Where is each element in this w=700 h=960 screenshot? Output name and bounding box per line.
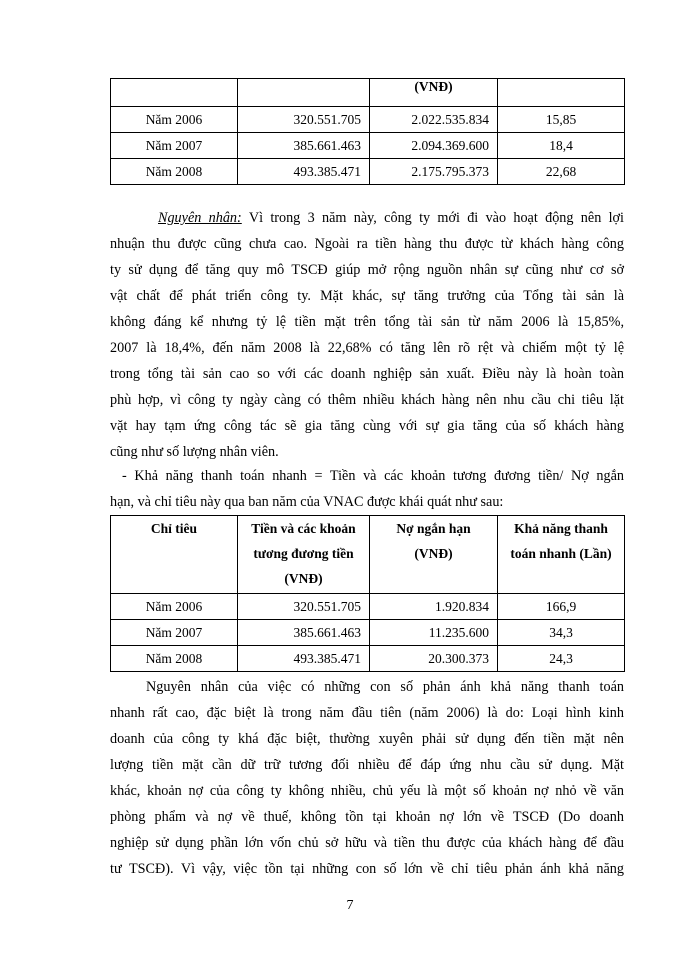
paragraph-line: Nguyên nhân của việc có những con số phản ánh khả năng thanh toán: [146, 679, 624, 695]
table-row: [111, 646, 625, 672]
paragraph-line: - Khả năng thanh toán nhanh = Tiền và các khoản tương đương tiền/ Nợ ngắn: [122, 468, 624, 484]
paragraph-quick-ratio-formula: [110, 463, 624, 515]
paragraph-line: 2007 là 18,4%, đến năm 2008 là 22,68% có tăng lên rõ rệt và chiếm một tỷ lệ: [110, 340, 624, 356]
cash-value: 320.551.705: [238, 107, 370, 133]
paragraph-line: khác, khoản nợ của công ty không nhiều, chủ yếu là một số khoản nợ nhỏ về văn: [110, 783, 624, 799]
paragraph-line: hạn, và chỉ tiêu này qua ban năm của VNAC được khái quát như sau:: [110, 494, 504, 510]
cash-to-assets-table: [110, 78, 625, 185]
page-number: 7: [346, 898, 354, 913]
paragraph-line: lượng tiền mặt cần dữ trữ tương đối nhiều để đáp ứng nhu cầu sử dụng. Mặt: [110, 757, 624, 773]
paragraph-line: Nguyên nhân: Vì trong 3 năm này, công ty mới đi vào hoạt động nên lợi: [158, 210, 624, 226]
cash-value: 493.385.471: [238, 159, 370, 185]
quick-ratio-value: 24,3: [498, 646, 625, 672]
paragraph-line: vật chất để phát triển công ty. Mặt khác, sự tăng trưởng của Tổng tài sản là: [110, 288, 624, 304]
table-row: [111, 133, 625, 159]
cash-value: 385.661.463: [238, 620, 370, 646]
table-row: [111, 594, 625, 620]
header-quick-ratio: Khả năng thanh toán nhanh (Lần): [498, 516, 625, 594]
paragraph-line: ty sử dụng để tăng quy mô TSCĐ giúp mở rộng nguồn nhân sự cũng như cơ sở: [110, 262, 624, 278]
row-label: Năm 2006: [111, 594, 238, 620]
paragraph-line: cũng như số lượng nhân viên.: [110, 444, 279, 460]
table-row: [111, 159, 625, 185]
header-indicator: Chỉ tiêu: [111, 516, 238, 594]
ratio-value: 18,4: [498, 133, 625, 159]
paragraph-line: doanh của công ty khá đặc biệt, thường xuyên phải sử dụng đến tiền mặt nên: [110, 731, 624, 747]
quick-ratio-table: [110, 515, 625, 672]
total-assets-value: 2.175.795.373: [370, 159, 498, 185]
paragraph-line: trong tổng tài sản cao so với các doanh nghiệp sản xuất. Điều này là hoàn toàn: [110, 366, 624, 382]
quick-ratio-value: 34,3: [498, 620, 625, 646]
cause-heading: Nguyên nhân:: [158, 210, 242, 226]
quick-ratio-value: 166,9: [498, 594, 625, 620]
header-cash: Tiền và các khoản tương đương tiền (VNĐ): [238, 516, 370, 594]
paragraph-line: nhanh rất cao, đặc biệt là trong năm đầu tiên (năm 2006) là do: Loại hình kinh: [110, 705, 624, 721]
paragraph-cause-cash-ratio: [110, 205, 624, 465]
row-label: Năm 2007: [111, 133, 238, 159]
total-assets-value: 2.022.535.834: [370, 107, 498, 133]
table-row: [111, 620, 625, 646]
ratio-value: 15,85: [498, 107, 625, 133]
table-row: [111, 107, 625, 133]
row-label: Năm 2008: [111, 646, 238, 672]
row-label: Năm 2006: [111, 107, 238, 133]
debt-value: 1.920.834: [370, 594, 498, 620]
table-row: [111, 79, 625, 107]
paragraph-line: không đáng kể nhưng tỷ lệ tiền mặt trên tổng tài sản từ năm 2006 là 15,85%,: [110, 314, 624, 330]
debt-value: 11.235.600: [370, 620, 498, 646]
cash-value: 385.661.463: [238, 133, 370, 159]
row-label: Năm 2007: [111, 620, 238, 646]
debt-value: 20.300.373: [370, 646, 498, 672]
paragraph-line: phù hợp, vì công ty ngày càng có thêm nhiều khách hàng nên nhu cầu chi tiêu lặt: [110, 392, 624, 408]
paragraph-line: vặt hay tạm ứng công tác sẽ gia tăng cùng với sự gia tăng của số khách hàng: [110, 418, 624, 434]
paragraph-line: nghiệp sử dụng phần lớn vốn chủ sở hữu và tiền thu được của khách hàng để đầu: [110, 835, 624, 851]
paragraph-line: nhuận thu được cũng chưa cao. Ngoài ra tiền hàng thu được từ khách hàng công: [110, 236, 624, 252]
header-unit: (VNĐ): [370, 79, 498, 107]
cash-value: 493.385.471: [238, 646, 370, 672]
paragraph-cause-quick-ratio: [110, 674, 624, 882]
ratio-value: 22,68: [498, 159, 625, 185]
paragraph-line: phòng phẩm và nợ về thuế, không tồn tại khoản nợ lớn về TSCĐ (Do doanh: [110, 809, 624, 825]
paragraph-line: tư TSCĐ). Vì vậy, việc tồn tại những con số lớn về chỉ tiêu phản ánh khả năng: [110, 861, 624, 877]
cash-value: 320.551.705: [238, 594, 370, 620]
row-label: Năm 2008: [111, 159, 238, 185]
total-assets-value: 2.094.369.600: [370, 133, 498, 159]
header-short-term-debt: Nợ ngắn hạn (VNĐ): [370, 516, 498, 594]
table-header-row: [111, 516, 625, 594]
